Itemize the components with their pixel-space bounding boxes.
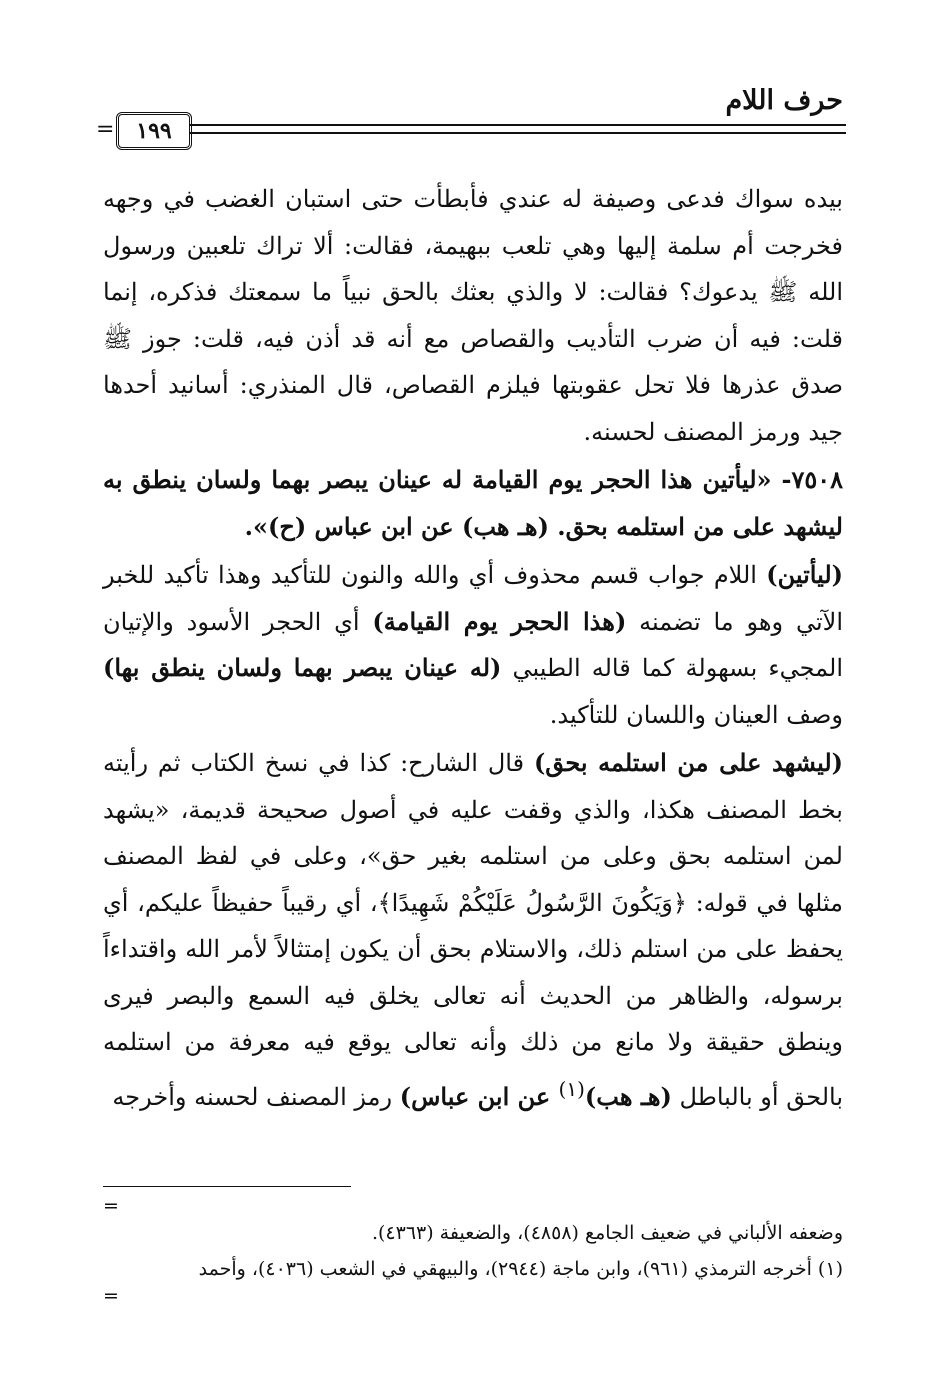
quoted-term: عن ابن عباس)	[399, 1081, 559, 1111]
header-rule	[190, 124, 846, 134]
header-dash: =	[96, 117, 115, 142]
footnote-separator	[103, 1186, 351, 1187]
page-number: ١٩٩	[116, 112, 192, 150]
paragraph-commentary-1: بيده سواك فدعى وصيفة له عندي فأبطأت حتى استبان الغضب في وجهه فخرجت أم سلمة إليها وهي تلعب ببهيمة، فقالت: ألا تراك تلعبين ورسول الله ﷺ يدعوك؟ فقالت: لا والذي بعثك بالحق نبياً ما سمعتك فذكره، إنما قلت: فيه أن ضرب التأديب والقصاص مع أنه قد أذن فيه، قلت: جوز ﷺ صدق عذرها فلا تحل عقوبتها فيلزم القصاص، قال المنذري: أسانيد أحدها جيد ورمز المصنف لحسنه.	[103, 185, 844, 446]
footnote-end-marker: =	[103, 1285, 119, 1307]
quoted-term: (ليشهد على من استلمه بحق)	[533, 748, 843, 777]
commentary-text: وصف العينان واللسان للتأكيد.	[549, 700, 843, 729]
footnote-1: (١) أخرجه الترمذي (٩٦١)، وابن ماجة (٢٩٤٤)، والبيهقي في الشعب (٤٠٣٦)، وأحمد	[198, 1258, 843, 1280]
quoted-term: (هذا الحجر يوم القيامة)	[372, 606, 627, 636]
quoted-term: (ليأتين)	[766, 560, 843, 589]
commentary-text: قال الشارح: كذا في نسخ الكتاب ثم رأيته بخط المصنف هكذا، والذي وقفت عليه في أصول صحيحة قديمة، «يشهد لمن استلمه بحق وعلى من استلمه بغير حق»، وعلى في لفظ المصنف مثلها في قوله: ﴿وَيَكُونَ الرَّسُولُ عَلَيْكُمْ شَهِيدًا﴾، أي رقيباً حفيظاً عليكم، أي يحفظ على من استلم ذلك، والاستلام بحق أن يكون إمتثالاً لأمر الله واقتداءاً برسوله، والظاهر من الحديث أنه تعالى يخلق فيه السمع والبصر فيرى وينطق حقيقة ولا مانع من ذلك وأنه تعالى يوقع فيه معرفة من استلمه بالحق أو بالباطل	[103, 749, 843, 1111]
commentary-text: رمز المصنف لحسنه وأخرجه	[112, 1082, 400, 1111]
commentary-text: أي الحجر الأسود والإتيان المجيء بسهولة كما قاله الطيبي	[103, 607, 843, 682]
paragraph-commentary-2	[103, 552, 843, 738]
paragraph-commentary-3	[103, 740, 843, 1120]
commentary-text: اللام جواب قسم محذوف أي والله والنون للتأكيد وهذا تأكيد للخبر الآتي وهو ما تضمنه	[103, 561, 844, 636]
footnote-continuation-marker: =	[103, 1195, 119, 1217]
quoted-term: (هـ هب)	[584, 1081, 672, 1111]
footnote-ref: (١)	[558, 1076, 585, 1101]
quoted-term: (له عينان يبصر بهما ولسان ينطق بها)	[103, 653, 502, 682]
running-title: حرف اللام	[725, 85, 843, 116]
footnote-continuation: وضعفه الألباني في ضعيف الجامع (٤٨٥٨)، والضعيفة (٤٣٦٣).	[371, 1222, 843, 1244]
hadith-text: ٧٥٠٨- «ليأتين هذا الحجر يوم القيامة له عينان يبصر بهما ولسان ينطق به ليشهد على من استلمه بحق. (هـ هب) عن ابن عباس (ح)».	[103, 465, 843, 541]
main-text	[103, 176, 843, 1120]
